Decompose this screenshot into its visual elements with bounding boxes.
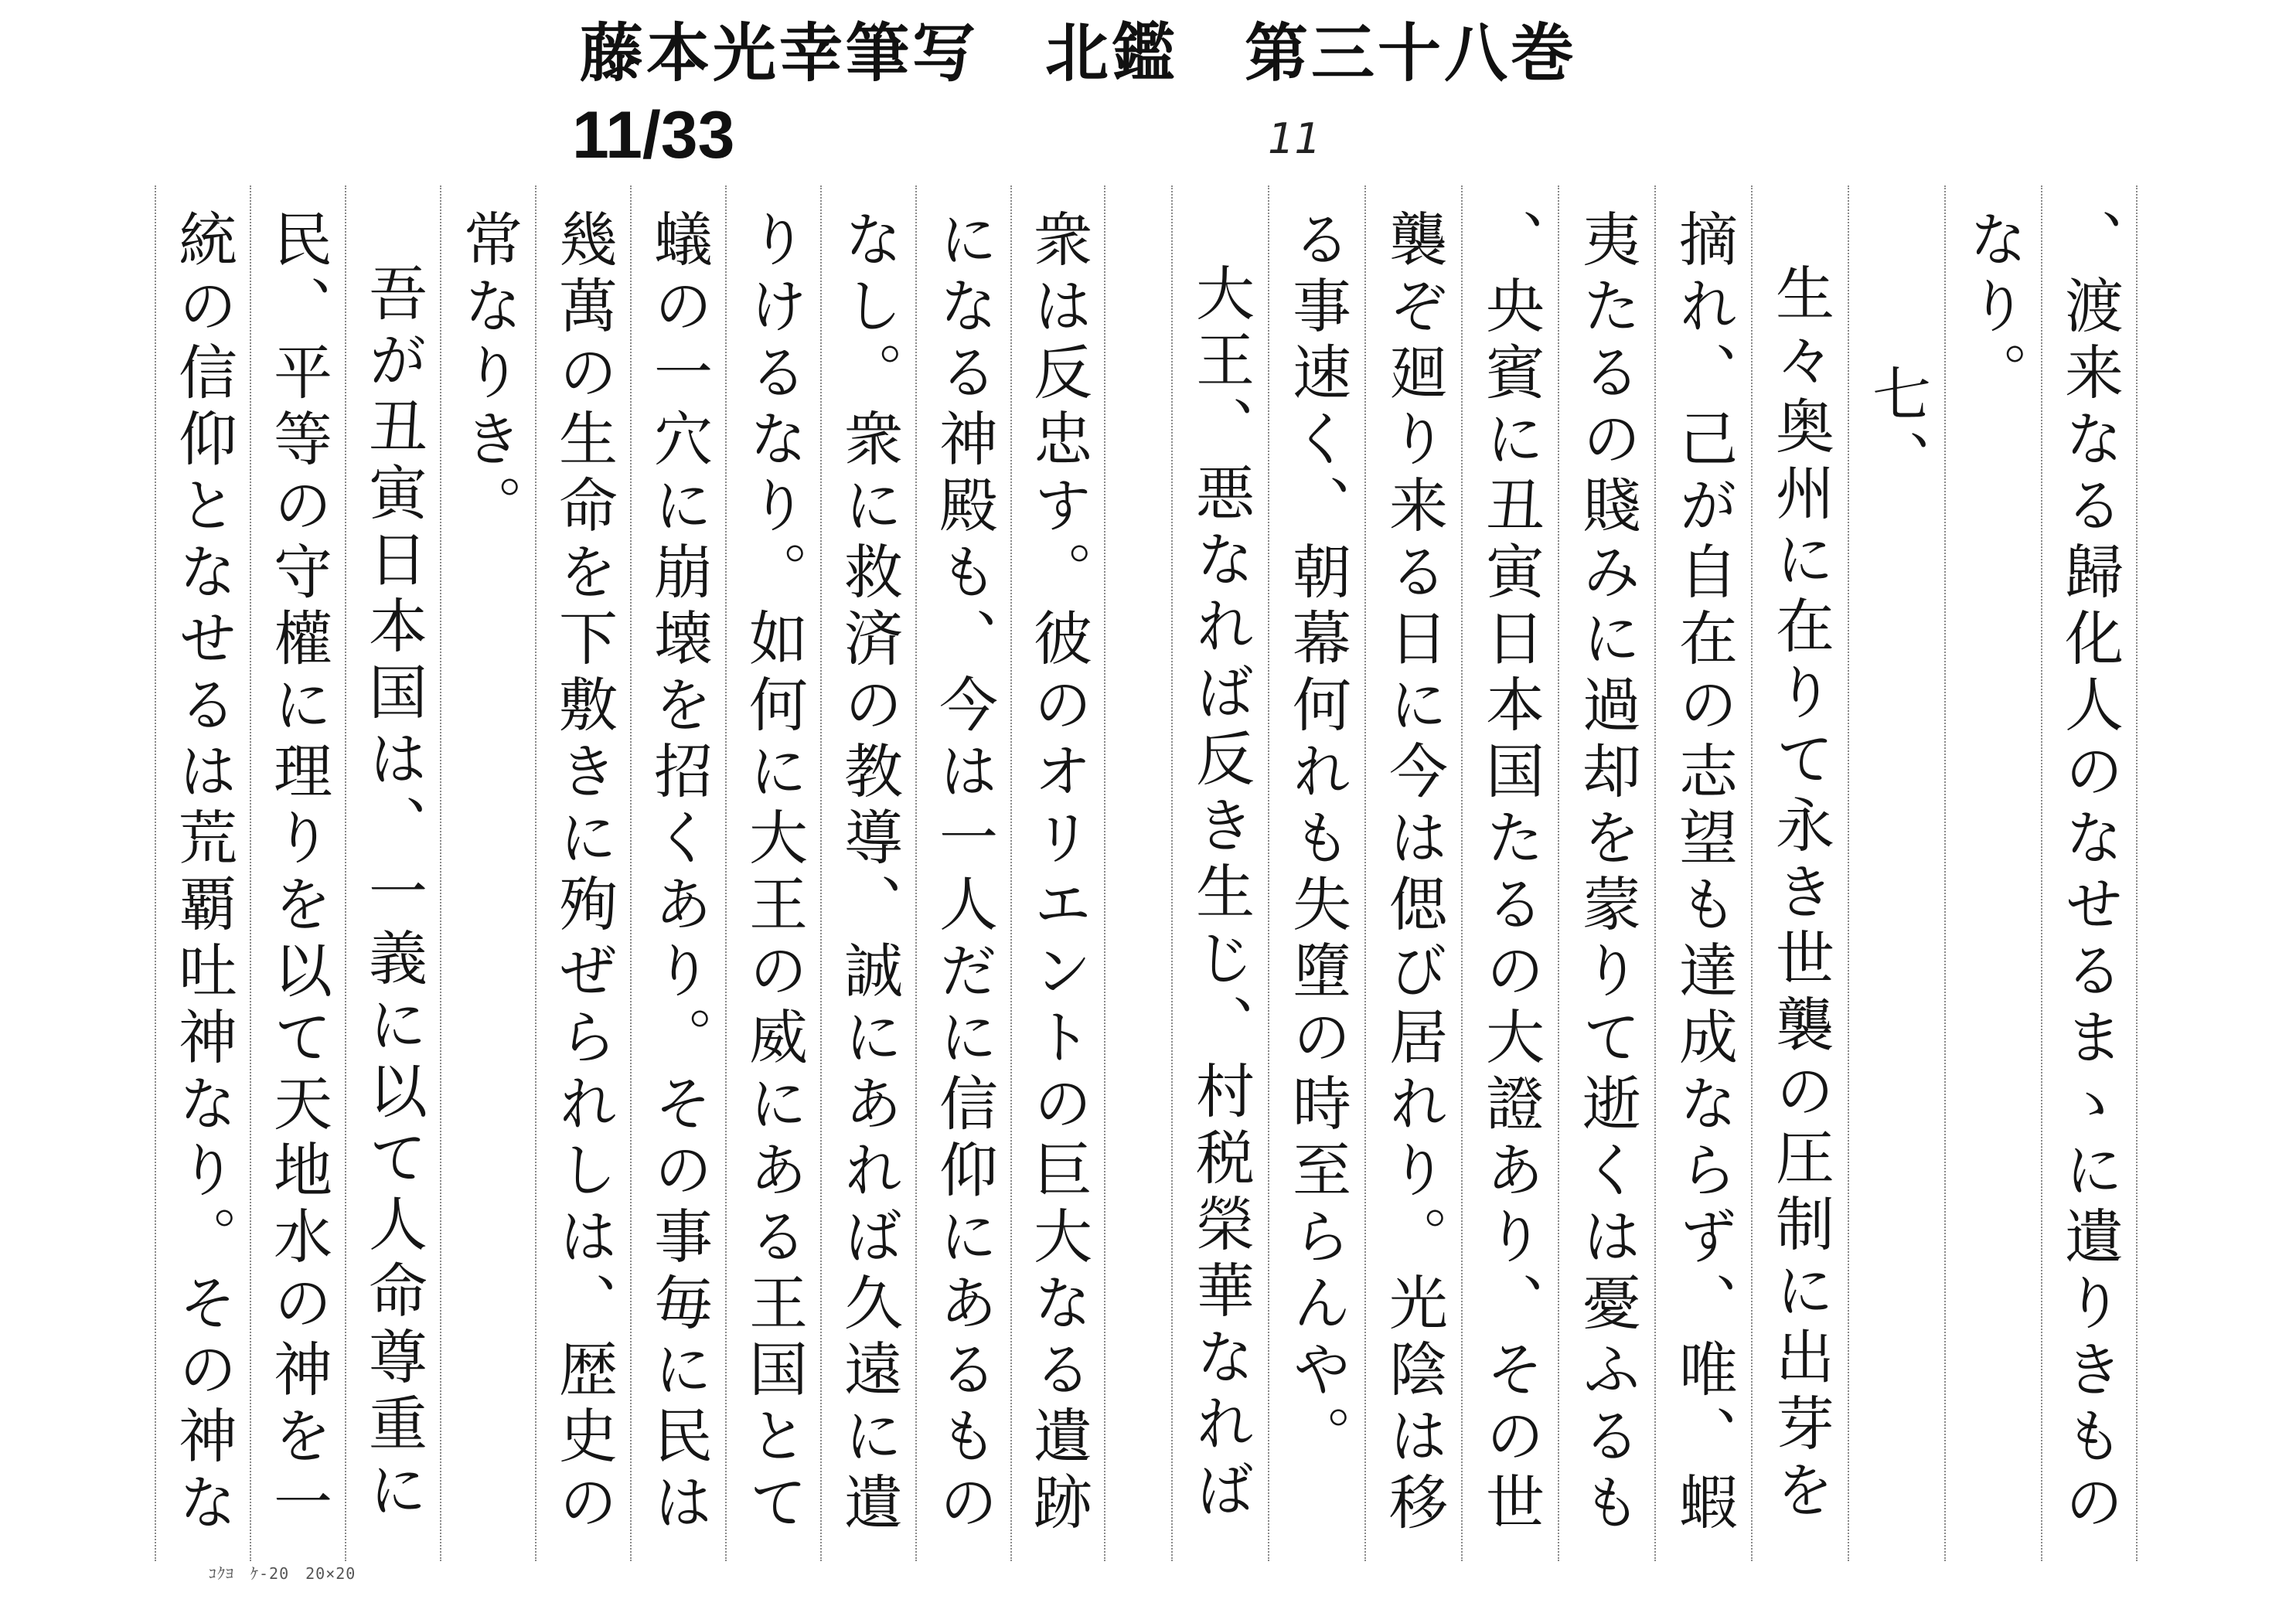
manuscript-column: [1268, 185, 1364, 1561]
manuscript-column: [2041, 185, 2138, 1561]
manuscript-column: [440, 185, 535, 1561]
manuscript-column: [1010, 185, 1105, 1561]
column-text: なし。衆に救済の教導、誠にあれば久遠に遺: [834, 209, 904, 1538]
column-text: 摘れ、己が自在の志望も達成ならず、唯、蝦: [1669, 209, 1739, 1538]
column-text: 夷たるの賤みに過却を蒙りて逝くは憂ふるも: [1572, 209, 1642, 1538]
manuscript-column: [1171, 185, 1268, 1561]
column-text: なり。: [1959, 209, 2029, 408]
manuscript-column: [1654, 185, 1751, 1561]
column-text: 幾萬の生命を下敷きに殉ぜられしは、歴史の: [549, 209, 618, 1538]
column-text: る事速く、朝幕何れも失墮の時至らんや。: [1283, 209, 1352, 1472]
column-text: 、央賓に丑寅日本国たるの大證あり、その世: [1476, 209, 1545, 1538]
manuscript-column: [1751, 185, 1848, 1561]
page-title: 藤本光幸筆写 北鑑 第三十八巻: [580, 17, 1578, 90]
handwritten-page-mark: 11: [1268, 114, 1321, 163]
paper-maker-note: ｺｸﾖ ｹ-20 20×20: [209, 1564, 356, 1583]
column-text: 民、平等の守權に理りを以て天地水の神を一: [264, 209, 333, 1538]
manuscript-column: [250, 185, 345, 1561]
manuscript-column: [915, 185, 1010, 1561]
column-text: 七、: [1862, 363, 1932, 496]
column-text: 吾が丑寅日本国は、一義に以て人命尊重に: [359, 263, 428, 1526]
manuscript-column: [1848, 185, 1944, 1561]
manuscript-column: [345, 185, 440, 1561]
column-text: 襲ぞ廻り来る日に今は偲び居れり。光陰は移: [1379, 209, 1449, 1538]
left-manuscript-page: [155, 185, 1105, 1561]
manuscript-column: [155, 185, 250, 1561]
manuscript-column: [1364, 185, 1461, 1561]
manuscript-column: [1558, 185, 1654, 1561]
column-text: りけるなり。如何に大王の威にある王国とて: [739, 209, 809, 1538]
right-manuscript-page: [1171, 185, 2138, 1561]
manuscript-column: [1944, 185, 2041, 1561]
column-text: 統の信仰となせるは荒覇吐神なり。その神な: [169, 209, 238, 1538]
manuscript-column: [1461, 185, 1558, 1561]
column-text: になる神殿も、今は一人だに信仰にあるもの: [929, 209, 999, 1538]
manuscript-column: [725, 185, 820, 1561]
manuscript-column: [820, 185, 915, 1561]
column-text: 蟻の一穴に崩壊を招くあり。その事毎に民は: [644, 209, 714, 1538]
page-number: 11/33: [572, 98, 735, 172]
column-text: 大王、悪なれば反き生じ、村税榮華なれば: [1186, 263, 1255, 1526]
manuscript-column: [535, 185, 630, 1561]
column-text: 、渡来なる歸化人のなせるまゝに遺りきもの: [2055, 209, 2124, 1538]
column-text: 衆は反忠す。彼のオリエントの巨大なる遺跡: [1024, 209, 1093, 1538]
column-text: 生々奥州に在りて永き世襲の圧制に出芽を: [1766, 263, 1835, 1526]
manuscript-column: [630, 185, 725, 1561]
column-text: 常なりき。: [454, 209, 523, 541]
